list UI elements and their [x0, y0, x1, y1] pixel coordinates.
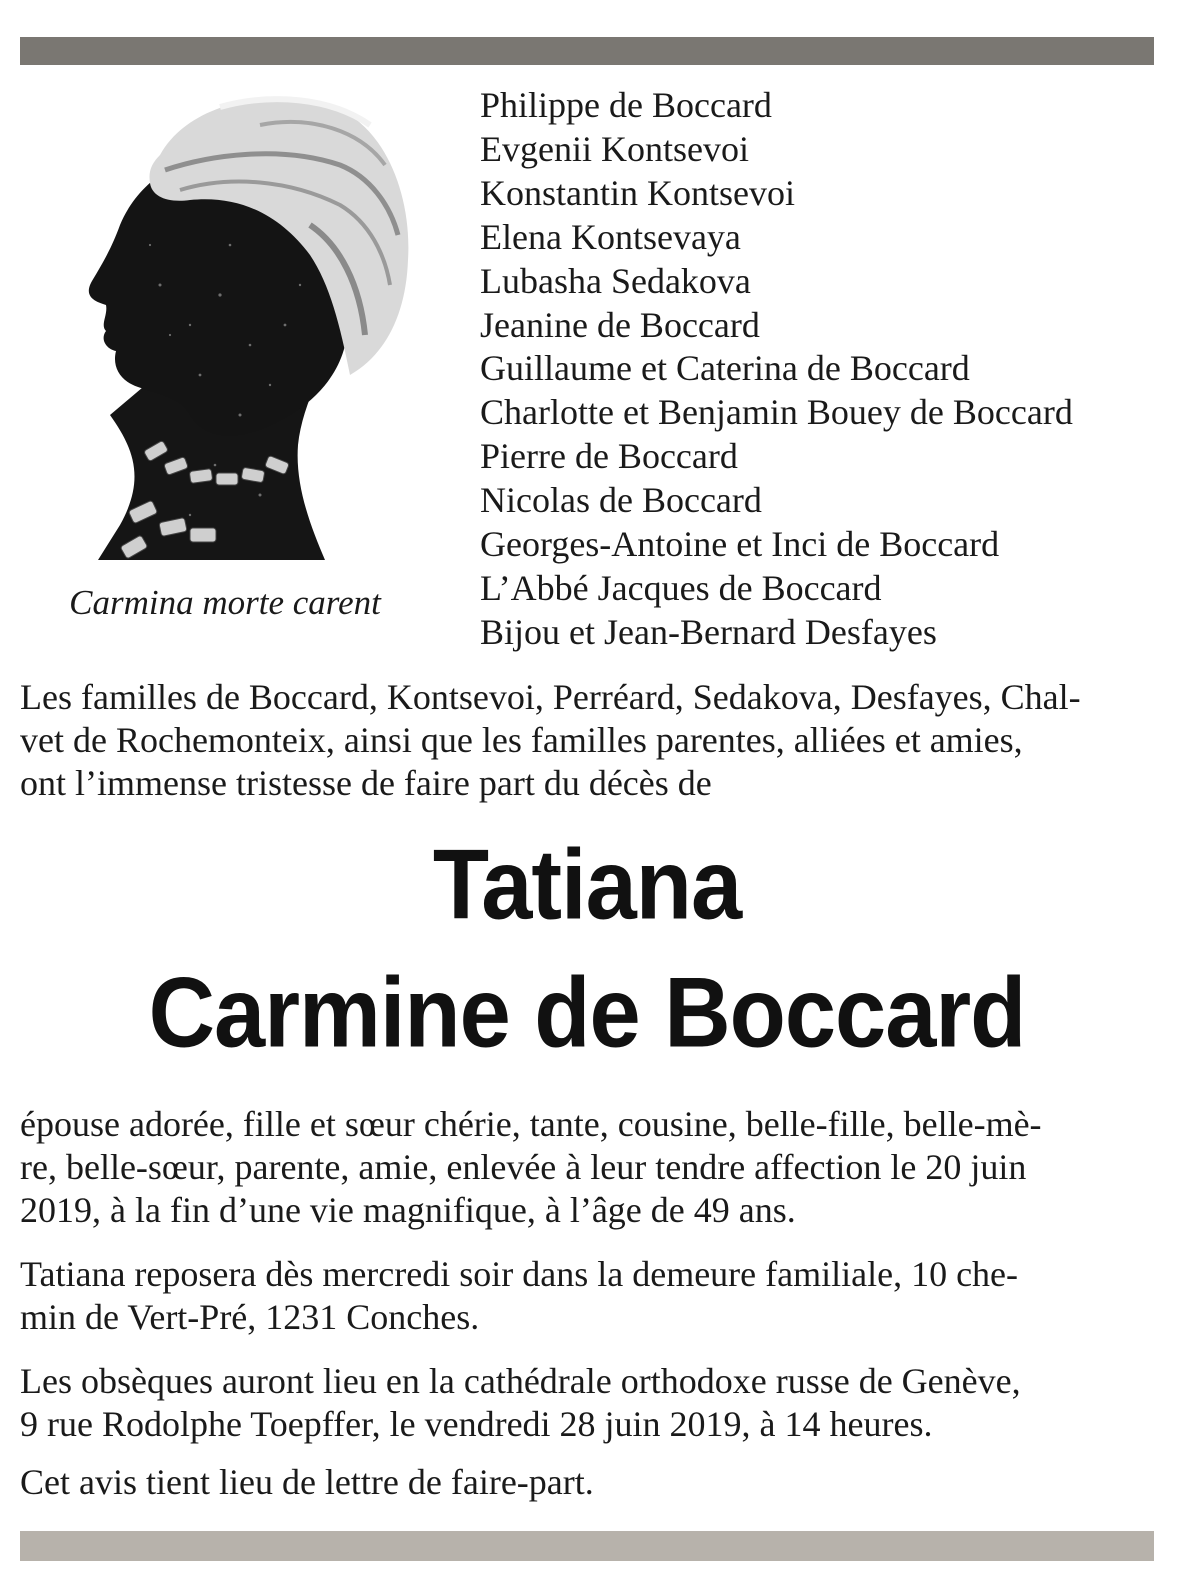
intro-line: ont l’immense tristesse de faire part du décès de	[20, 763, 712, 803]
mourner-name: Bijou et Jean-Bernard Desfayes	[480, 611, 937, 652]
funeral-paragraph	[20, 1360, 1154, 1446]
mourner-name: Pierre de Boccard	[480, 436, 738, 477]
intro-paragraph	[20, 676, 1154, 805]
portrait-caption: Carmina morte carent	[69, 583, 381, 622]
closing-paragraph: Cet avis tient lieu de lettre de faire-part.	[20, 1462, 594, 1502]
paragraph-line: Les obsèques auront lieu en la cathédrale orthodoxe russe de Genève,	[20, 1361, 1021, 1401]
intro-line: vet de Rochemonteix, ainsi que les familles parentes, alliées et amies,	[20, 720, 1023, 760]
deceased-last-name: Carmine de Boccard	[148, 957, 1026, 1069]
paragraph-line: re, belle-sœur, parente, amie, enlevée à leur tendre affection le 20 juin	[20, 1147, 1027, 1187]
top-rule	[20, 37, 1154, 65]
mourner-name: Lubasha Sedakova	[480, 260, 751, 301]
mourner-name: Konstantin Kontsevoi	[480, 172, 795, 213]
mourner-name: Philippe de Boccard	[480, 85, 772, 125]
mourner-name: L’Abbé Jacques de Boccard	[480, 567, 882, 608]
mourner-name: Guillaume et Caterina de Boccard	[480, 348, 970, 389]
paragraph-line: 2019, à la fin d’une vie magnifique, à l’âge de 49 ans.	[20, 1190, 796, 1230]
mourner-name: Georges-Antoine et Inci de Boccard	[480, 524, 1000, 565]
description-paragraph	[20, 1103, 1154, 1232]
mourner-name: Jeanine de Boccard	[480, 304, 760, 345]
viewing-paragraph	[20, 1253, 1154, 1339]
mourners-list	[480, 84, 1073, 655]
bottom-rule	[20, 1531, 1154, 1561]
paragraph-line: min de Vert-Pré, 1231 Conches.	[20, 1297, 480, 1337]
mourner-name: Elena Kontsevaya	[480, 216, 741, 257]
mourner-name: Charlotte et Benjamin Bouey de Boccard	[480, 392, 1073, 433]
mourner-name: Evgenii Kontsevoi	[480, 128, 749, 169]
portrait-silhouette-image	[40, 85, 412, 560]
mourner-name: Nicolas de Boccard	[480, 480, 762, 521]
intro-line: Les familles de Boccard, Kontsevoi, Perréard, Sedakova, Desfayes, Chal-	[20, 677, 1081, 717]
paragraph-line: épouse adorée, fille et sœur chérie, tante, cousine, belle-fille, belle-mè-	[20, 1104, 1042, 1144]
deceased-first-name: Tatiana	[432, 829, 742, 941]
paragraph-line: Tatiana reposera dès mercredi soir dans la demeure familiale, 10 che-	[20, 1254, 1019, 1294]
paragraph-line: 9 rue Rodolphe Toepffer, le vendredi 28 juin 2019, à 14 heures.	[20, 1404, 933, 1444]
